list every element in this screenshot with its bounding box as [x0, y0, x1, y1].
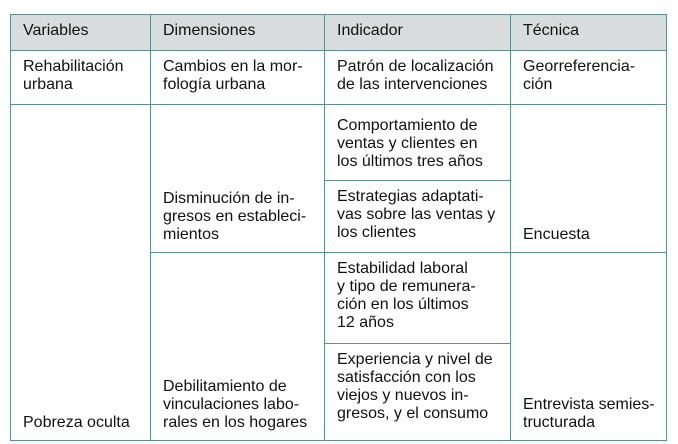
cell-indicador-experiencia: Experiencia y nivel de satisfacción con los viejos y nuevos in- gresos, y el consumo — [324, 343, 511, 441]
cell-variable-rehabilitacion: Rehabilitación urbana — [10, 50, 151, 105]
cell-dimension-disminucion: Disminución de in- gresos en estableci- mientos — [150, 104, 325, 253]
cell-tecnica-encuesta: Encuesta — [510, 104, 667, 253]
cell-dimension-debilitamiento: Debilitamiento de vinculaciones labo- rales en los hogares — [150, 252, 325, 441]
header-tecnica: Técnica — [510, 14, 667, 51]
cell-indicador-estrategias: Estrategias adaptati- vas sobre las ventas y los clientes — [324, 180, 511, 253]
cell-tecnica-georreferenciacion: Georreferencia- ción — [510, 50, 667, 105]
header-variables: Variables — [10, 14, 151, 51]
cell-indicador-patron: Patrón de localización de las intervenciones — [324, 50, 511, 105]
cell-dimension-cambios: Cambios en la mor- fología urbana — [150, 50, 325, 105]
cell-indicador-comportamiento: Comportamiento de ventas y clientes en los últimos tres años — [324, 104, 511, 181]
header-indicador: Indicador — [324, 14, 511, 51]
cell-indicador-estabilidad: Estabilidad laboral y tipo de remunera- ción en los últimos 12 años — [324, 252, 511, 344]
header-dimensiones: Dimensiones — [150, 14, 325, 51]
cell-variable-pobreza: Pobreza oculta — [10, 104, 151, 441]
cell-tecnica-entrevista: Entrevista semies- tructurada — [510, 252, 667, 441]
